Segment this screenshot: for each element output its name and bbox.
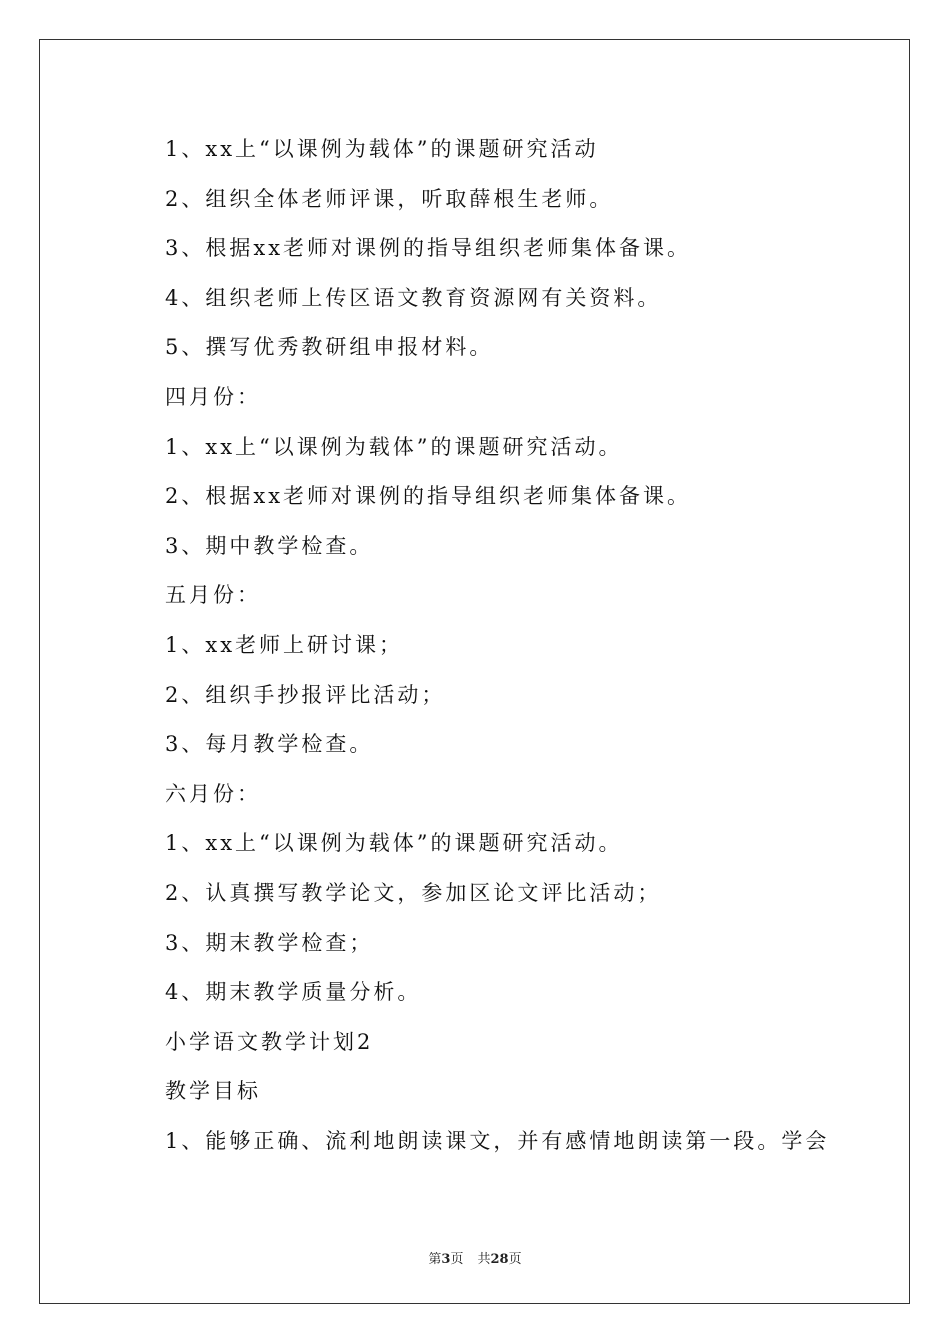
text-line: 2、根据xx老师对课例的指导组织老师集体备课。 (165, 484, 692, 509)
document-body (165, 125, 865, 1166)
text-line: 3、期末教学检查； (165, 930, 374, 955)
text-line: 2、认真撰写教学论文，参加区论文评比活动； (165, 880, 662, 905)
text-line: 4、期末教学质量分析。 (165, 980, 422, 1005)
text-line: 1、xx老师上研讨课； (165, 632, 404, 657)
text-line: 1、能够正确、流利地朗读课文，并有感情地朗读第一段。学会 (165, 1128, 830, 1153)
section-heading: 六月份： (165, 781, 261, 806)
page-number: 3 (441, 1252, 451, 1267)
page-footer (0, 1248, 950, 1267)
total-pages: 28 (490, 1252, 509, 1267)
text-line: 3、根据xx老师对课例的指导组织老师集体备课。 (165, 236, 692, 261)
section-heading: 教学目标 (165, 1079, 261, 1104)
text-line: 5、撰写优秀教研组申报材料。 (165, 335, 494, 360)
section-heading: 四月份： (165, 384, 261, 409)
text-line: 3、期中教学检查。 (165, 533, 374, 558)
total-suffix: 页 (508, 1252, 522, 1267)
text-line: 1、xx上“以课例为载体”的课题研究活动。 (165, 831, 623, 856)
section-heading: 五月份： (165, 583, 261, 608)
page-suffix: 页 (450, 1252, 464, 1267)
text-line: 1、xx上“以课例为载体”的课题研究活动。 (165, 434, 623, 459)
text-line: 3、每月教学检查。 (165, 732, 374, 757)
total-prefix: 共 (477, 1252, 491, 1267)
page-prefix: 第 (428, 1252, 442, 1267)
text-line: 4、组织老师上传区语文教育资源网有关资料。 (165, 285, 662, 310)
text-line: 2、组织全体老师评课，听取薛根生老师。 (165, 186, 614, 211)
document-title: 小学语文教学计划2 (165, 1029, 374, 1054)
text-line: 1、xx上“以课例为载体”的课题研究活动 (165, 137, 599, 161)
text-line: 2、组织手抄报评比活动； (165, 682, 446, 707)
